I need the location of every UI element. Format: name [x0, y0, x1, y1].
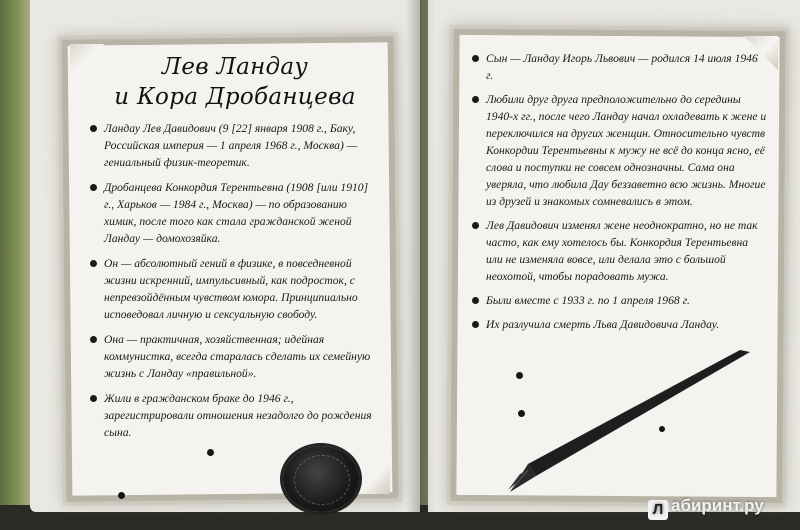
- list-item: [90, 120, 375, 171]
- list-item-text: Их разлучила смерть Льва Давидовича Ландау.: [486, 318, 720, 331]
- wax-seal-ring: [294, 455, 350, 505]
- right-fact-list: [472, 50, 767, 340]
- watermark: [648, 496, 764, 520]
- bullet-icon: [472, 297, 479, 304]
- fountain-pen-icon: [488, 346, 758, 496]
- book-gutter: [406, 0, 436, 512]
- bullet-icon: [90, 395, 97, 402]
- bullet-icon: [472, 96, 479, 103]
- bullet-icon: [472, 321, 479, 328]
- title-line-2: и Кора Дробанцева: [114, 84, 356, 110]
- ink-dot: [207, 449, 214, 456]
- title-line-1: Лев Ландау: [161, 54, 309, 80]
- list-item-text: Он — абсолютный гений в физике, в повседневной жизни искренний, импульсивный, как подросток, с непревзойдённым чувством юмора. Принципиально исповедовал личную и сексуальную свободу.: [104, 257, 358, 321]
- bullet-icon: [90, 184, 97, 191]
- list-item-text: Сын — Ландау Игорь Львович — родился 14 июля 1946 г.: [486, 52, 758, 82]
- list-item: [472, 91, 767, 210]
- list-item: [90, 390, 375, 441]
- labirint-logo-icon: Л: [648, 500, 668, 520]
- watermark-text: абиринт.ру: [671, 496, 764, 515]
- page-title: [100, 52, 370, 112]
- list-item-text: Любили друг друга предположительно до середины 1940-х гг., после чего Ландау начал охладевать к жене и переключился на других женщин. Относительно чувств Конкордии Терентьевны к мужу не всё до конца ясно, её слова и поступки не совсем однозначны. Сама она уверяла, что любила Дау беззаветно всю жизнь. Многие из друзей и знакомых сомневались в этом.: [486, 93, 767, 208]
- list-item: [472, 316, 767, 333]
- bullet-icon: [472, 55, 479, 62]
- list-item: [90, 179, 375, 247]
- list-item-text: Лев Давидович изменял жене неоднократно, но не так часто, как ему хотелось бы. Конкордия Терентьевна или не изменяла вовсе, или делала это с большой неохотой, чтобы порадовать мужа.: [486, 219, 758, 283]
- bullet-icon: [90, 125, 97, 132]
- left-fact-list: [90, 120, 375, 449]
- bullet-icon: [90, 260, 97, 267]
- list-item-text: Жили в гражданском браке до 1946 г., зарегистрировали отношения незадолго до рождения сына.: [104, 392, 372, 439]
- list-item-text: Дробанцева Конкордия Терентьевна (1908 [или 1910] г., Харьков — 1984 г., Москва) — по образованию химик, после того как стала гражданской женой Ландау — домохозяйка.: [104, 181, 369, 245]
- list-item-text: Ландау Лев Давидович (9 [22] января 1908 г., Баку, Российская империя — 1 апреля 1968 г., Москва) — гениальный физик-теоретик.: [104, 122, 358, 169]
- list-item: [90, 255, 375, 323]
- list-item: [472, 292, 767, 309]
- ink-dot: [118, 492, 125, 499]
- list-item: [472, 50, 767, 84]
- list-item: [472, 217, 767, 285]
- list-item-text: Были вместе с 1933 г. по 1 апреля 1968 г.: [486, 294, 690, 307]
- bullet-icon: [472, 222, 479, 229]
- list-item: [90, 331, 375, 382]
- bullet-icon: [90, 336, 97, 343]
- list-item-text: Она — практичная, хозяйственная; идейная коммунистка, всегда старалась сделать их семейную жизнь с Ландау «правильной».: [104, 333, 371, 380]
